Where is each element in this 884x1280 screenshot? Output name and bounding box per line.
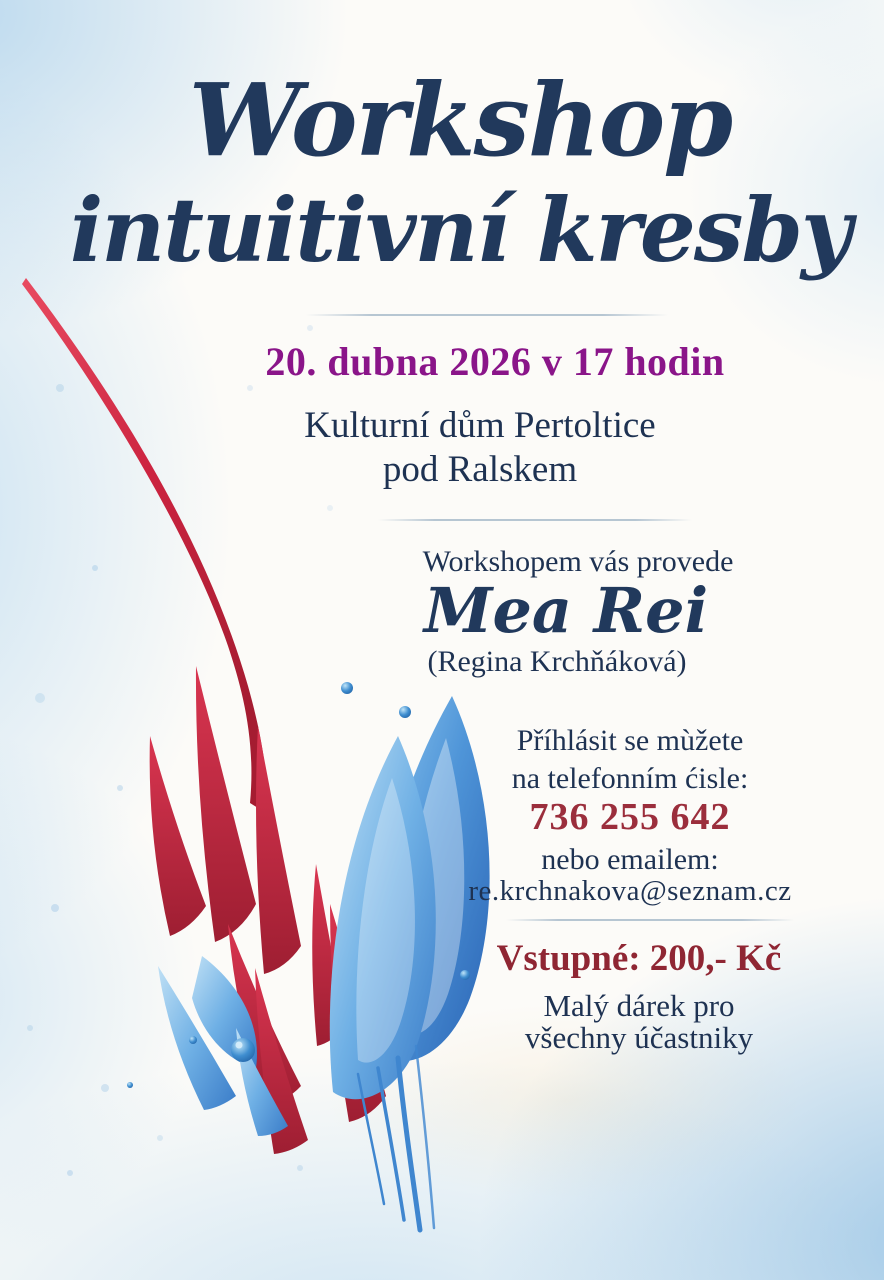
gift-line2: všechny účastniky [524,1020,754,1055]
guide-intro: Workshopem vás provede [422,545,734,578]
divider-middle [378,519,692,521]
event-venue-line1: Kulturní dům Pertoltice [304,405,656,446]
gift-line1: Malý dárek pro [543,988,735,1023]
divider-top [306,314,668,316]
event-datetime: 20. dubna 2026 v 17 hodin [265,339,725,384]
phone-number: 736 255 642 [529,796,731,838]
email-label: nebo emailem: [541,843,719,876]
email-address: re.krchnakova@seznam.cz [468,875,792,907]
signup-line2: na telefonním ćisle: [511,762,749,795]
divider-bottom [506,919,794,921]
event-venue-line2: pod Ralskem [382,449,578,490]
poster-title-line1: Workshop [188,61,732,179]
poster-title-line2: intuitivní kresby [69,178,851,282]
signup-line1: Příhlásit se mùžete [516,724,744,757]
entry-fee: Vstupné: 200,- Kč [496,938,782,979]
guide-artist-name: Mea Rei [423,574,709,647]
guide-real-name: (Regina Krchňáková) [427,645,687,678]
